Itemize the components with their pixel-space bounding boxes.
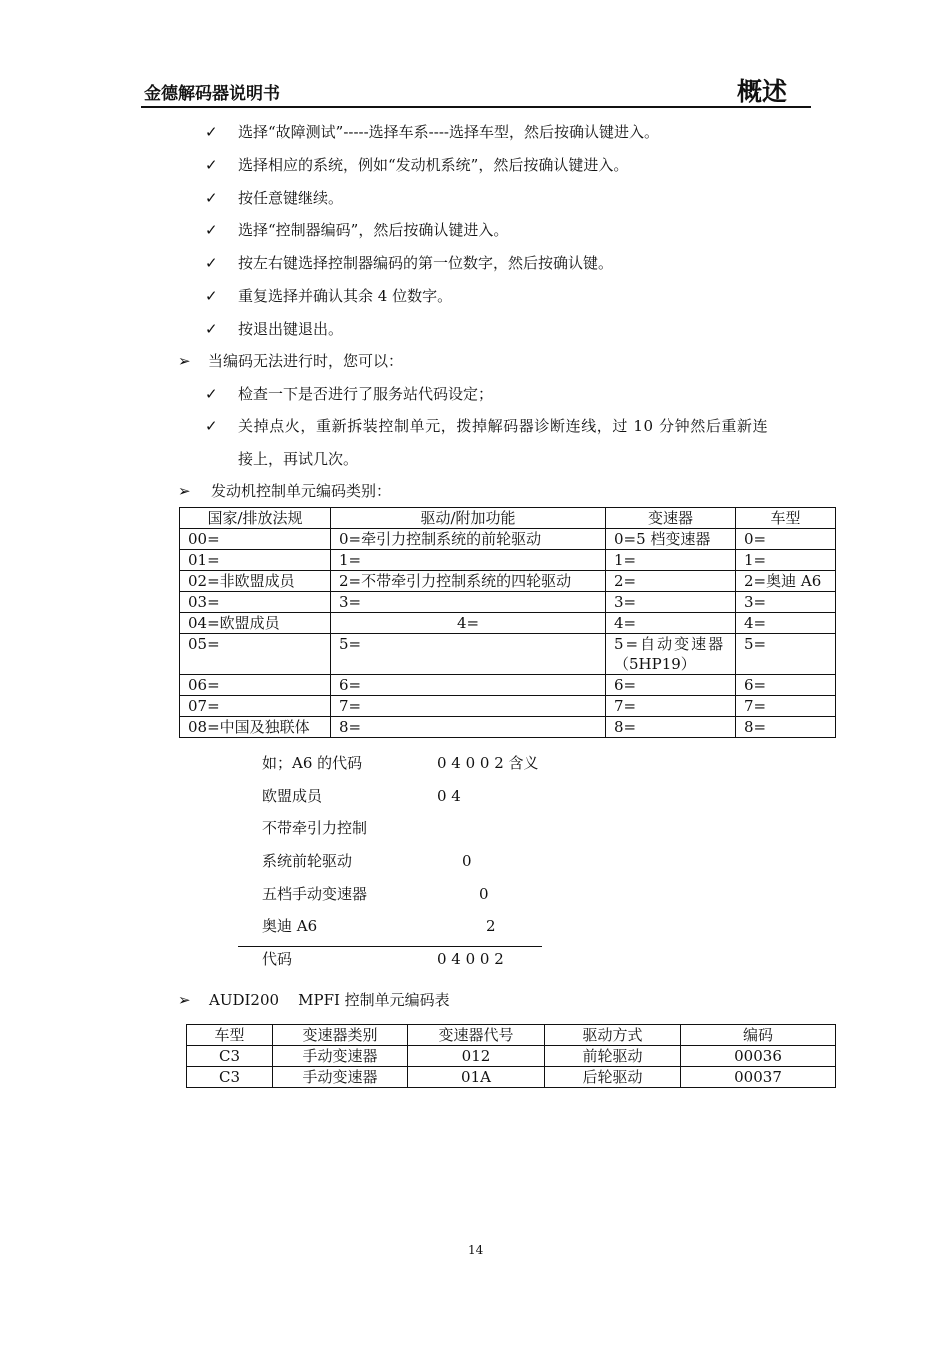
header-cell: 编码 <box>681 1025 836 1046</box>
table-row <box>180 717 836 738</box>
header-cell: 变速器 <box>606 508 736 529</box>
example-total-value: 0 4 0 0 2 <box>437 950 504 968</box>
example-label: 系统前轮驱动 <box>262 852 353 870</box>
table-cell <box>606 634 736 675</box>
table-row <box>180 613 836 634</box>
check-icon: ✓ <box>205 287 218 305</box>
table-cell: 3= <box>331 592 606 613</box>
table-row <box>180 634 836 675</box>
table-header-row <box>180 508 836 529</box>
table-cell: 6= <box>606 675 736 696</box>
table-cell: 6= <box>736 675 836 696</box>
header-cell: 变速器类别 <box>273 1025 408 1046</box>
transmission-auto-model: （5HP19） <box>614 655 696 673</box>
step-text: 重复选择并确认其余 4 位数字。 <box>238 287 453 305</box>
table-cell: 06= <box>180 675 331 696</box>
table-row <box>187 1067 836 1088</box>
table-cell: 03= <box>180 592 331 613</box>
table-cell: 7= <box>331 696 606 717</box>
table-cell: 1= <box>606 550 736 571</box>
table-cell: 后轮驱动 <box>545 1067 681 1088</box>
example-value: 2 <box>486 917 496 935</box>
table-row <box>180 696 836 717</box>
table-cell: 7= <box>606 696 736 717</box>
table-cell: 05= <box>180 634 331 675</box>
table-cell: 3= <box>606 592 736 613</box>
step-text: 选择相应的系统，例如“发动机系统”，然后按确认键进入。 <box>238 156 629 174</box>
example-label: 不带牵引力控制 <box>262 819 368 837</box>
table-cell: 08=中国及独联体 <box>180 717 331 738</box>
table-cell: 2=不带牵引力控制系统的四轮驱动 <box>331 571 606 592</box>
example-value: 0 <box>462 852 472 870</box>
table-cell: 4= <box>736 613 836 634</box>
table-cell: 00= <box>180 529 331 550</box>
audi-table-title-text: AUDI200 MPFI 控制单元编码表 <box>209 991 450 1009</box>
sum-divider <box>238 946 542 947</box>
table-cell: 2=奥迪 A6 <box>736 571 836 592</box>
table-cell: 2= <box>606 571 736 592</box>
check-icon: ✓ <box>205 417 218 435</box>
header-cell: 车型 <box>736 508 836 529</box>
table-cell: 5= <box>331 634 606 675</box>
document-title: 金德解码器说明书 <box>144 84 280 104</box>
header-cell: 车型 <box>187 1025 273 1046</box>
example-label: 欧盟成员 <box>262 787 323 805</box>
example-label: 五档手动变速器 <box>262 885 368 903</box>
table-row <box>180 529 836 550</box>
transmission-auto-label: 5=自动变速器 <box>614 635 726 653</box>
table-cell: 00037 <box>681 1067 836 1088</box>
fail-intro-text: 当编码无法进行时，您可以： <box>208 352 404 370</box>
table-cell: 3= <box>736 592 836 613</box>
example-total-label: 代码 <box>262 950 293 968</box>
header-cell: 驱动/附加功能 <box>331 508 606 529</box>
check-icon: ✓ <box>205 385 218 403</box>
table-cell: 7= <box>736 696 836 717</box>
table-cell: 8= <box>606 717 736 738</box>
table-cell: 8= <box>331 717 606 738</box>
header-cell: 驱动方式 <box>545 1025 681 1046</box>
check-icon: ✓ <box>205 123 218 141</box>
table-cell: 手动变速器 <box>273 1067 408 1088</box>
arrow-bullet-icon: ➢ <box>178 991 191 1009</box>
check-icon: ✓ <box>205 254 218 272</box>
check-icon: ✓ <box>205 221 218 239</box>
example-head-label: 如；A6 的代码 <box>262 754 363 772</box>
table-cell: 1= <box>331 550 606 571</box>
table-cell: 0=5 档变速器 <box>606 529 736 550</box>
table-cell: 01= <box>180 550 331 571</box>
header-cell: 变速器代号 <box>408 1025 545 1046</box>
table-cell: 0=牵引力控制系统的前轮驱动 <box>331 529 606 550</box>
example-label: 奥迪 A6 <box>262 917 318 935</box>
table-cell: C3 <box>187 1067 273 1088</box>
table-cell: 1= <box>736 550 836 571</box>
step-text: 选择“故障测试”-----选择车系----选择车型，然后按确认键进入。 <box>238 123 659 141</box>
table-row <box>180 571 836 592</box>
header-cell: 国家/排放法规 <box>180 508 331 529</box>
table-row <box>180 592 836 613</box>
table-row <box>187 1046 836 1067</box>
table-cell: 07= <box>180 696 331 717</box>
example-value: 0 <box>479 885 489 903</box>
engine-code-table <box>179 507 836 738</box>
page-number: 14 <box>468 1243 484 1257</box>
table-cell: 04=欧盟成员 <box>180 613 331 634</box>
table-cell: 0= <box>736 529 836 550</box>
table-cell: 4= <box>331 613 606 634</box>
check-icon: ✓ <box>205 189 218 207</box>
table-cell: 01A <box>408 1067 545 1088</box>
table-cell: 012 <box>408 1046 545 1067</box>
table-row <box>180 550 836 571</box>
engine-table-title-text: 发动机控制单元编码类别： <box>211 482 392 500</box>
check-icon: ✓ <box>205 320 218 338</box>
table-cell: 手动变速器 <box>273 1046 408 1067</box>
table-cell: C3 <box>187 1046 273 1067</box>
arrow-bullet-icon: ➢ <box>178 352 191 370</box>
fail-step-text: 关掉点火，重新拆装控制单元，拨掉解码器诊断连线，过 10 分钟然后重新连 <box>238 417 769 435</box>
table-cell: 02=非欧盟成员 <box>180 571 331 592</box>
fail-step-text: 检查一下是否进行了服务站代码设定； <box>238 385 494 403</box>
step-text: 按左右键选择控制器编码的第一位数字，然后按确认键。 <box>238 254 614 272</box>
table-header-row <box>187 1025 836 1046</box>
step-text: 按任意键继续。 <box>238 189 344 207</box>
section-title: 概述 <box>737 77 788 106</box>
table-cell: 前轮驱动 <box>545 1046 681 1067</box>
example-value: 0 4 <box>437 787 461 805</box>
audi-code-table <box>186 1024 836 1088</box>
table-cell: 4= <box>606 613 736 634</box>
example-head-value: 0 4 0 0 2 含义 <box>437 754 539 772</box>
table-row <box>180 675 836 696</box>
table-cell: 8= <box>736 717 836 738</box>
arrow-bullet-icon: ➢ <box>178 482 191 500</box>
header-divider <box>141 106 811 108</box>
table-cell: 00036 <box>681 1046 836 1067</box>
fail-step-continuation: 接上，再试几次。 <box>238 450 359 468</box>
check-icon: ✓ <box>205 156 218 174</box>
table-cell: 6= <box>331 675 606 696</box>
table-cell: 5= <box>736 634 836 675</box>
step-text: 按退出键退出。 <box>238 320 344 338</box>
step-text: 选择“控制器编码”，然后按确认键进入。 <box>238 221 509 239</box>
